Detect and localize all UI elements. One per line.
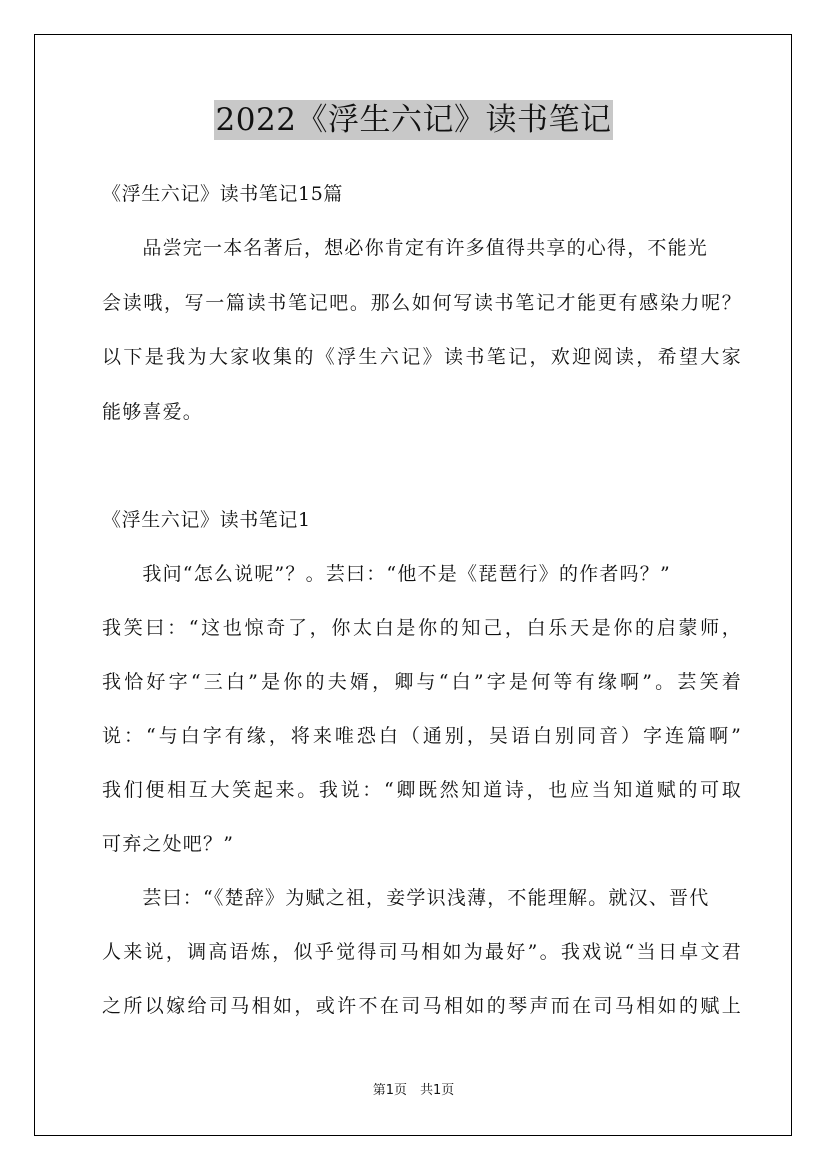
body-line: 说：“与白字有缘，将来唯恐白（通别，吴语白别同音）字连篇啊” [102,725,742,747]
title-container [0,100,827,140]
body-line: 之所以嫁给司马相如，或许不在司马相如的琴声而在司马相如的赋上 [102,995,742,1017]
body-line: 我恰好字“三白”是你的夫婿，卿与“白”字是何等有缘啊”。芸笑着 [102,671,742,693]
body-line: 我问“怎么说呢”？。芸曰：“他不是《琵琶行》的作者吗？” [102,563,671,585]
intro-line: 以下是我为大家收集的《浮生六记》读书笔记，欢迎阅读，希望大家 [102,346,742,368]
document-title: 2022《浮生六记》读书笔记 [215,102,612,138]
page-number-footer: 第1页 共1页 [372,1083,455,1098]
body-line: 芸曰：“《楚辞》为赋之祖，妾学识浅薄，不能理解。就汉、晋代 [102,887,710,909]
body-line: 人来说，调高语炼，似乎觉得司马相如为最好”。我戏说“当日卓文君 [102,941,742,963]
body-line: 我们便相互大笑起来。我说：“卿既然知道诗，也应当知道赋的可取 [102,779,742,801]
document-subtitle: 《浮生六记》读书笔记15篇 [102,183,343,205]
body-line: 可弃之处吧？” [102,833,235,855]
intro-line: 品尝完一本名著后，想必你肯定有许多值得共享的心得，不能光 [102,237,709,259]
intro-line: 会读哦，写一篇读书笔记吧。那么如何写读书笔记才能更有感染力呢？ [102,292,742,314]
intro-line: 能够喜爱。 [102,401,204,423]
body-line: 我笑曰：“这也惊奇了，你太白是你的知己，白乐天是你的启蒙师， [102,617,742,639]
section-heading: 《浮生六记》读书笔记1 [102,509,311,531]
